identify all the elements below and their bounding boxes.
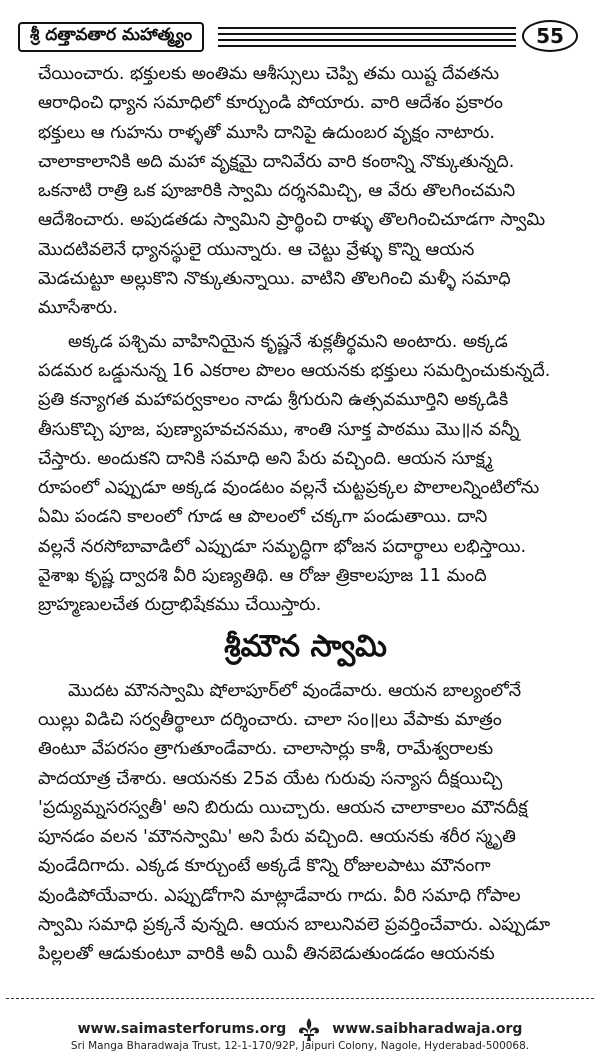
book-title: శ్రీ దత్తావతార మహాత్మ్యం <box>18 22 204 52</box>
page-body <box>38 60 573 970</box>
text-line: మొదట మౌనస్వామి షోలాపూర్‌లో వుండేవారు. ఆయన బాల్యంలోనే <box>68 680 522 701</box>
text-line: చాలాకాలానికి అది మహా వృక్షమై దానివేరు వారి కంఠాన్ని నొక్కుతున్నది. <box>38 151 515 172</box>
page-number: 55 <box>522 20 578 52</box>
text-line: రూపంలో ఎప్పుడూ అక్కడ వుండటం వల్లనే చుట్టప్రక్కల పొలాలన్నింటిలోను <box>38 478 540 499</box>
text-line: 'ప్రద్యుమ్నసరస్వతీ' అని బిరుదు యిచ్చారు. ఆయన చాలాకాలం మౌనదీక్ష <box>38 797 528 818</box>
text-line: ఆరాధించి ధ్యాన సమాధిలో కూర్చుండి పోయారు. వారి ఆదేశం ప్రకారం <box>38 93 503 114</box>
text-line: పాదయాత్ర చేశారు. ఆయనకు 25వ యేట గురువు సన్యాస దీక్షయిచ్చి <box>38 768 503 789</box>
text-line: మూసేశారు. <box>38 298 118 319</box>
fleur-de-lis-icon <box>296 1016 322 1042</box>
text-line: ఏమి పండని కాలంలో గూడ ఆ పొలంలో చక్కగా పండుతాయి. దాని <box>38 507 488 528</box>
paragraph-3 <box>38 677 573 970</box>
text-line: ప్రతి కన్యాగత మహాపర్వకాలం నాడు శ్రీగురుని ఉత్సవమూర్తిని అక్కడికి <box>38 390 509 411</box>
text-line: పిల్లలతో ఆడుకుంటూ వారికి అవీ యివీ తినబెడుతుండడం ఆయనకు <box>38 944 495 965</box>
text-line: వుండేదిగాదు. ఎక్కడ కూర్చుంటే అక్కడే కొన్ని రోజులపాటు మౌనంగా <box>38 856 491 877</box>
text-line: యిల్లు విడిచి సర్వతీర్థాలూ దర్శించారు. చాలా సం॥లు వేపాకు మాత్రం <box>38 709 502 730</box>
header-rule <box>218 45 516 47</box>
page-header <box>10 18 590 54</box>
text-line: వుండిపోయేవారు. ఎప్పుడోగాని మాట్లాడేవారు గాదు. వీరి సమాధి గోపాల <box>38 885 521 906</box>
page-footer <box>0 996 600 1058</box>
footer-links <box>0 1016 600 1042</box>
header-rule <box>218 33 516 35</box>
header-rule <box>218 27 516 29</box>
text-line: వల్లనే నరసోబావాడిలో ఎప్పుడూ సమృద్ధిగా భోజన పదార్థాలు లభిస్తాయి. <box>38 536 527 557</box>
text-line: భక్తులు ఆ గుహను రాళ్ళతో మూసి దానిపై ఉదుంబర వృక్షం నాటారు. <box>38 122 495 143</box>
footer-link-left[interactable]: www.saimasterforums.org <box>77 1021 287 1037</box>
text-line: తింటూ వేపరసం త్రాగుతూండేవారు. చాలాసార్లు కాశీ, రామేశ్వరాలకు <box>38 739 494 760</box>
text-line: మొదటివలెనే ధ్యానస్థులై యున్నారు. ఆ చెట్టు వ్రేళ్ళు కొన్ని ఆయన <box>38 239 475 260</box>
paragraph-1 <box>38 60 573 324</box>
text-line: ఒకనాటి రాత్రి ఒక పూజారికి స్వామి దర్శనమిచ్చి, ఆ వేరు తొలగించమని <box>38 181 516 202</box>
footer-link-right[interactable]: www.saibharadwaja.org <box>332 1021 523 1037</box>
text-line: పడమర ఒడ్డునున్న 16 ఎకరాల పొలం ఆయనకు భక్తులు సమర్పించుకున్నదే. <box>38 360 551 381</box>
paragraph-2 <box>38 328 573 621</box>
text-line: పూనడం వలన 'మౌనస్వామి' అని పేరు వచ్చింది. ఆయనకు శరీర స్మృతి <box>38 827 516 848</box>
text-line: చేయించారు. భక్తులకు అంతిమ ఆశీస్సులు చెప్పి తమ యిష్ట దేవతను <box>38 64 500 84</box>
text-line: మెడచుట్టూ అల్లుకొని నొక్కుతున్నాయి. వాటిని తొలగించి మళ్ళీ సమాధి <box>38 269 511 290</box>
footer-divider <box>6 998 594 999</box>
text-line: వైశాఖ కృష్ణ ద్వాదశి వీరి పుణ్యతిథి. ఆ రోజు త్రికాలపూజ 11 మంది <box>38 566 487 587</box>
text-line: స్వామి సమాధి ప్రక్కనే వున్నది. ఆయన బాలునివలె ప్రవర్తించేవారు. ఎప్పుడూ <box>38 915 551 936</box>
text-line: అక్కడ పశ్చిమ వాహినియైన కృష్ణనే శుక్లతీర్థమని అంటారు. అక్కడ <box>68 331 508 352</box>
section-title: శ్రీమౌన స్వామి <box>224 628 387 664</box>
text-line: ఆదేశించారు. అపుడతడు స్వామిని ప్రార్థించి రాళ్ళు తొలగించిచూడగా స్వామి <box>38 210 546 231</box>
footer-address: Sri Manga Bharadwaja Trust, 12-1-170/92P, Jaipuri Colony, Nagole, Hyderabad-500068. <box>70 1040 530 1052</box>
text-line: చేస్తారు. అందుకని దానికి సమాధి అని పేరు వచ్చింది. ఆయన సూక్ష్మ <box>38 448 493 469</box>
text-line: బ్రాహ్మణులచేత రుద్రాభిషేకము చేయిస్తారు. <box>38 595 322 616</box>
text-line: తీసుకొచ్చి పూజ, పుణ్యాహవచనము, శాంతి సూక్త పాఠము మొ॥న వన్నీ <box>38 419 520 440</box>
header-rule <box>218 39 516 41</box>
